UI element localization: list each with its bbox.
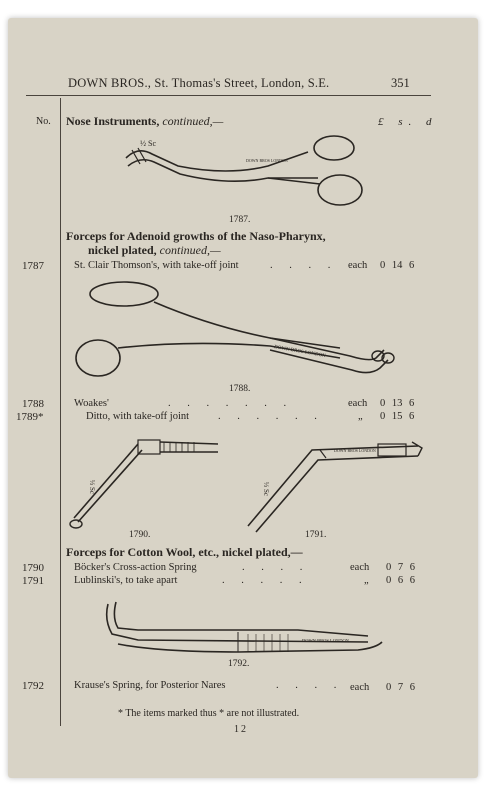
item-description: Lublinski's, to take apart	[74, 575, 178, 586]
number-column-label: No.	[36, 116, 51, 127]
item-number: 1787	[22, 260, 44, 272]
footnote: * The items marked thus * are not illustrated.	[118, 708, 300, 719]
figure-label-1788: 1788.	[229, 384, 251, 394]
item-number: 1791	[22, 575, 44, 587]
scale-mark-1790: ⅓ Sc	[88, 480, 96, 494]
figure-label-1791: 1791.	[305, 530, 327, 540]
item-unit: each	[350, 562, 370, 573]
item-unit: „	[364, 575, 369, 586]
item-number: 1790	[22, 562, 44, 574]
maker-mark-1788: DOWN BROS LONDON	[273, 345, 326, 360]
item-description: Woakes'	[74, 398, 109, 409]
item-price: 0 15 6	[380, 411, 415, 422]
section-title-adenoid: Forceps for Adenoid growths of the Naso-Pharynx,	[66, 229, 326, 243]
currency-header: £ s. d	[378, 116, 438, 128]
item-price: 0 14 6	[380, 260, 415, 271]
item-number: 1789*	[16, 411, 44, 423]
figure-label-1787: 1787.	[229, 215, 251, 225]
figure-label-1790: 1790.	[129, 530, 151, 540]
page-footer-number: 12	[234, 724, 248, 735]
section-title-cotton-wool: Forceps for Cotton Wool, etc., nickel plated,—	[66, 545, 303, 559]
section-title-nose-instruments: Nose Instruments, continued,—	[66, 114, 224, 128]
page-number: 351	[391, 76, 410, 90]
forceps-1790-illustration	[68, 422, 218, 542]
leader-dots: . . . . . .	[218, 411, 324, 422]
leader-dots: . . . .	[276, 680, 344, 691]
item-price: 0 7 6	[386, 682, 415, 693]
item-price: 0 7 6	[386, 562, 415, 573]
item-description: Ditto, with take-off joint	[86, 411, 190, 422]
catalogue-page	[8, 18, 478, 778]
item-unit: each	[348, 260, 368, 271]
forceps-1792-illustration	[98, 590, 398, 670]
item-number: 1792	[22, 680, 44, 692]
page-header: DOWN BROS., St. Thomas's Street, London, S.E.	[68, 76, 330, 90]
item-unit: each	[350, 682, 370, 693]
forceps-1788-illustration	[70, 276, 400, 386]
item-unit: each	[348, 398, 368, 409]
maker-mark-1787: DOWN BROS LONDON	[246, 158, 288, 163]
forceps-1787-illustration	[118, 126, 378, 216]
item-description: Krause's Spring, for Posterior Nares	[74, 680, 226, 691]
header-rule	[26, 95, 431, 96]
item-number: 1788	[22, 398, 44, 410]
maker-mark-1792: DOWN BROS LONDON	[302, 638, 349, 643]
figure-label-1792: 1792.	[228, 659, 250, 669]
item-description: Böcker's Cross-action Spring	[74, 562, 197, 573]
leader-dots: . . . . . . .	[168, 398, 294, 409]
item-unit: „	[358, 411, 363, 422]
number-column-rule	[60, 98, 61, 726]
item-price: 0 13 6	[380, 398, 415, 409]
leader-dots: . . . . .	[222, 575, 309, 586]
leader-dots: . . . .	[242, 562, 310, 573]
item-description: St. Clair Thomson's, with take-off joint	[74, 260, 239, 271]
section-subtitle-adenoid: nickel plated, continued,—	[88, 243, 221, 257]
maker-mark-1791: DOWN BROS LONDON	[334, 448, 376, 453]
scale-mark-1791: ⅓ Sc	[262, 482, 270, 496]
item-price: 0 6 6	[386, 575, 415, 586]
forceps-1791-illustration	[228, 422, 428, 542]
scale-mark-1787: ½ Sc	[140, 139, 156, 148]
leader-dots: . . . .	[270, 260, 338, 271]
